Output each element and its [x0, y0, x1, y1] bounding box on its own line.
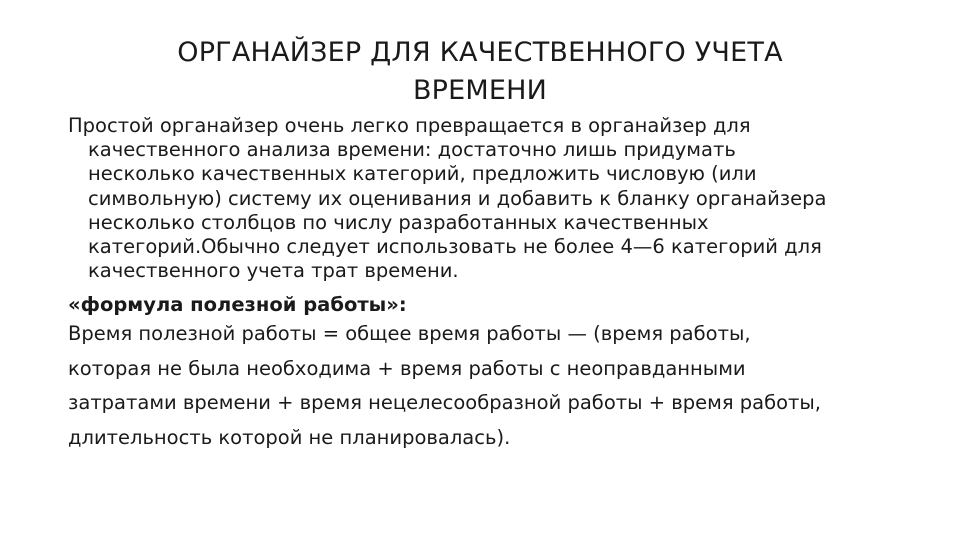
formula-paragraph [68, 317, 890, 455]
title-line-2: ВРЕМЕНИ [412, 75, 548, 106]
paragraph-line: Простой органайзер очень легко превращается в органайзер для [68, 114, 751, 137]
main-paragraph [68, 114, 890, 283]
paragraph-line: символьную) систему их оценивания и добавить к бланку органайзера [88, 186, 827, 210]
formula-line: которая не была необходима + время работы с неоправданными [68, 356, 746, 380]
formula-heading: «формула полезной работы»: [68, 293, 407, 317]
paragraph-line: качественного учета трат времени. [88, 259, 459, 283]
slide-title [150, 34, 810, 110]
formula-line: затратами времени + время нецелесообразной работы + время работы, [68, 391, 821, 415]
paragraph-line: категорий.Обычно следует использовать не более 4—6 категорий для [88, 235, 822, 259]
title-line-1: ОРГАНАЙЗЕР ДЛЯ КАЧЕСТВЕННОГО УЧЕТА [177, 37, 783, 68]
slide-body [68, 114, 890, 455]
formula-line: длительность которой не планировалась). [68, 425, 511, 449]
paragraph-line: несколько столбцов по числу разработанных качественных [88, 210, 709, 234]
paragraph-line: качественного анализа времени: достаточно лишь придумать [88, 138, 736, 162]
formula-line: Время полезной работы = общее время работы — (время работы, [68, 322, 751, 346]
paragraph-line: несколько качественных категорий, предложить числовую (или [88, 162, 757, 186]
